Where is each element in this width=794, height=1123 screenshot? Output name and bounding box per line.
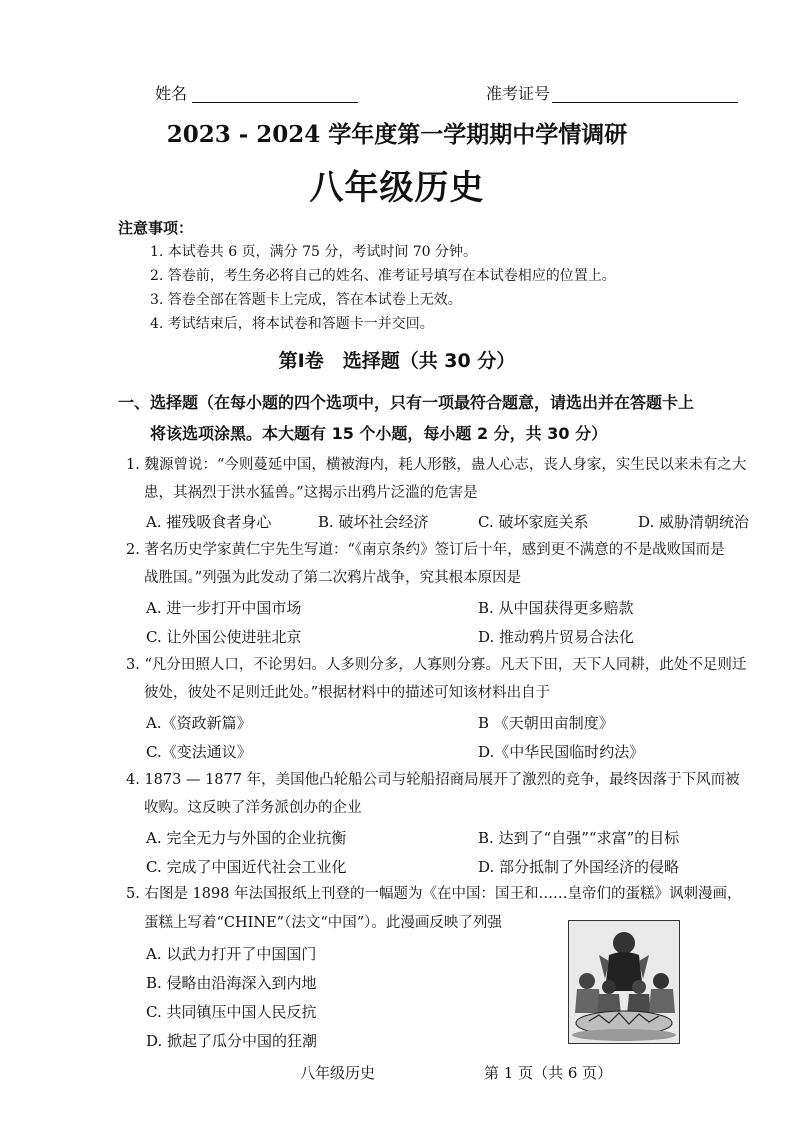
question-3-option-c: C.《变法通议》 — [146, 743, 252, 761]
question-1-option-a: A. 摧残吸食者身心 — [146, 513, 272, 531]
question-4-text: 收购。这反映了洋务派创办的企业 — [144, 800, 362, 816]
question-1-option-c: C. 破坏家庭关系 — [478, 513, 589, 531]
question-2-option-b: B. 从中国获得更多赔款 — [478, 599, 634, 617]
notice-title: 注意事项： — [118, 219, 194, 237]
cartoon-image — [568, 920, 680, 1044]
question-4-option-b: B. 达到了“自强”“求富”的目标 — [478, 829, 680, 847]
question-5-option-d: D. 掀起了瓜分中国的狂潮 — [146, 1032, 318, 1050]
question-5-option-a: A. 以武力打开了中国国门 — [146, 945, 317, 963]
notice-item: 2. 答卷前，考生务必将自己的姓名、准考证号填写在本试卷相应的位置上。 — [150, 268, 616, 284]
question-5-text: 蛋糕上写着“CHINE”（法文“中国”）。此漫画反映了列强 — [144, 915, 502, 931]
question-3-option-d: D.《中华民国临时约法》 — [478, 743, 645, 761]
question-3-option-b: B 《天朝田亩制度》 — [478, 714, 614, 732]
exam-id-label: 准考证号 — [486, 84, 551, 103]
question-2-text: 战胜国。”列强为此发动了第二次鸦片战争，究其根本原因是 — [144, 570, 522, 586]
question-3-option-a: A.《资政新篇》 — [146, 714, 252, 732]
footer-subject: 八年级历史 — [300, 1064, 376, 1082]
question-2-text: 2. 著名历史学家黄仁宇先生写道：“《南京条约》签订后十年，感到更不满意的不是战败国而是 — [126, 542, 725, 558]
question-1-text: 1. 魏源曾说：“今则蔓延中国，横被海内，耗人形骸，蛊人心志，丧人身家，实生民以来未有之大 — [126, 457, 747, 473]
question-2-option-a: A. 进一步打开中国市场 — [146, 599, 302, 617]
question-4-option-c: C. 完成了中国近代社会工业化 — [146, 858, 347, 876]
section-instruction: 将该选项涂黑。本大题有 15 个小题，每小题 2 分，共 30 分） — [150, 424, 608, 443]
question-1-option-b: B. 破坏社会经济 — [318, 513, 429, 531]
exam-title: 2023 - 2024 学年度第一学期期中学情调研 — [166, 121, 628, 148]
notice-item: 1. 本试卷共 6 页，满分 75 分，考试时间 70 分钟。 — [150, 244, 478, 260]
question-4-text: 4. 1873 — 1877 年，美国他凸轮船公司与轮船招商局展开了激烈的竞争，最终因落于下风而被 — [126, 772, 740, 788]
question-4-option-d: D. 部分抵制了外国经济的侵略 — [478, 858, 680, 876]
notice-item: 3. 答卷全部在答题卡上完成，答在本试卷上无效。 — [150, 292, 462, 308]
cake-cartoon-illustration — [569, 921, 679, 1043]
footer-page-number: 第 1 页（共 6 页） — [484, 1064, 613, 1082]
section-instruction: 一、选择题（在每小题的四个选项中，只有一项最符合题意，请选出并在答题卡上 — [118, 393, 695, 412]
notice-item: 4. 考试结束后，将本试卷和答题卡一并交回。 — [150, 316, 434, 332]
question-4-option-a: A. 完全无力与外国的企业抗衡 — [146, 829, 347, 847]
exam-id-blank — [552, 102, 738, 103]
question-5-option-b: B. 侵略由沿海深入到内地 — [146, 974, 317, 992]
question-1-text: 患，其祸烈于洪水猛兽。”这揭示出鸦片泛滥的危害是 — [144, 485, 478, 501]
question-3-text: 彼处，彼处不足则迁此处。”根据材料中的描述可知该材料出自于 — [144, 685, 551, 701]
question-1-option-d: D. 威胁清朝统治 — [638, 513, 750, 531]
part-title: 第Ⅰ卷 选择题（共 30 分） — [278, 350, 516, 372]
name-label: 姓名 — [155, 84, 188, 103]
question-2-option-c: C. 让外国公使进驻北京 — [146, 628, 302, 646]
subject-title: 八年级历史 — [309, 168, 485, 208]
question-5-option-c: C. 共同镇压中国人民反抗 — [146, 1003, 317, 1021]
question-5-text: 5. 右图是 1898 年法国报纸上刊登的一幅题为《在中国：国王和……皇帝们的蛋糕》讽刺漫画， — [126, 886, 742, 902]
question-3-text: 3. “凡分田照人口，不论男妇。人多则分多，人寡则分寡。凡天下田，天下人同耕，此处不足则迁 — [126, 657, 747, 673]
question-2-option-d: D. 推动鸦片贸易合法化 — [478, 628, 635, 646]
name-blank — [192, 102, 358, 103]
